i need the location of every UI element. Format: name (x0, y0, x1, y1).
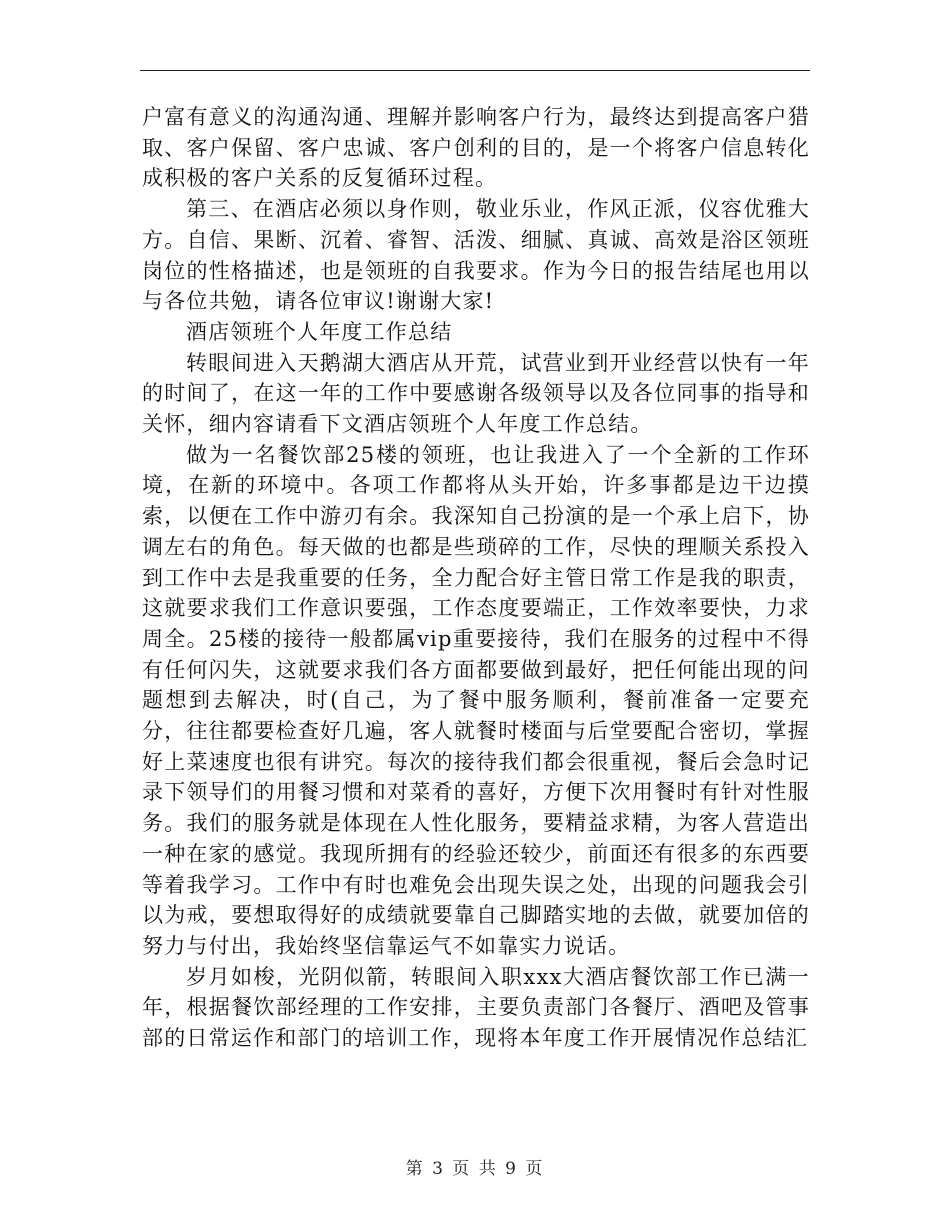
document-body (142, 102, 810, 1054)
paragraph-intro: 转眼间进入天鹅湖大酒店从开荒，试营业到开业经营以快有一年的时间了，在这一年的工作中要感谢各级领导以及各位同事的指导和关怀，细内容请看下文酒店领班个人年度工作总结。 (142, 350, 810, 437)
paragraph-third-point: 第三、在酒店必须以身作则，敬业乐业，作风正派，仪容优雅大方。自信、果断、沉着、睿智、活泼、细腻、真诚、高效是浴区领班岗位的性格描述，也是领班的自我要求。作为今日的报告结尾也用以与各位共勉，请各位审议!谢谢大家! (142, 197, 810, 314)
paragraph-continuation: 户富有意义的沟通沟通、理解并影响客户行为，最终达到提高客户猎取、客户保留、客户忠诚、客户创利的目的，是一个将客户信息转化成积极的客户关系的反复循环过程。 (142, 105, 810, 191)
header-rule (140, 70, 810, 71)
page-number-footer: 第 3 页 共 9 页 (405, 1159, 545, 1179)
section-heading: 酒店领班个人年度工作总结 (186, 319, 453, 344)
paragraph-closing: 岁月如梭，光阴似箭，转眼间入职xxx大酒店餐饮部工作已满一年，根据餐饮部经理的工作安排，主要负责部门各餐厅、酒吧及管事部的日常运作和部门的培训工作，现将本年度工作开展情况作总结汇 (142, 964, 810, 1051)
paragraph-main: 做为一名餐饮部25楼的领班，也让我进入了一个全新的工作环境，在新的环境中。各项工作都将从头开始，许多事都是边干边摸索，以便在工作中游刃有余。我深知自己扮演的是一个承上启下，协调左右的角色。每天做的也都是些琐碎的工作，尽快的理顺关系投入到工作中去是我重要的任务，全力配合好主管日常工作是我的职责，这就要求我们工作意识要强，工作态度要端正，工作效率要快，力求周全。25楼的接待一般都属vip重要接待，我们在服务的过程中不得有任何闪失，这就要求我们各方面都要做到最好，把任何能出现的问题想到去解决，时(自己，为了餐中服务顺利，餐前准备一定要充分，往往都要检查好几遍，客人就餐时楼面与后堂要配合密切，掌握好上菜速度也很有讲究。每次的接待我们都会很重视，餐后会急时记录下领导们的用餐习惯和对菜肴的喜好，方便下次用餐时有针对性服务。我们的服务就是体现在人性化服务，要精益求精，为客人营造出一种在家的感觉。我现所拥有的经验还较少，前面还有很多的东西要等着我学习。工作中有时也难免会出现失误之处，出现的问题我会引以为戒，要想取得好的成绩就要靠自己脚踏实地的去做，就要加倍的努力与付出，我始终坚信靠运气不如靠实力说话。 (142, 442, 810, 958)
